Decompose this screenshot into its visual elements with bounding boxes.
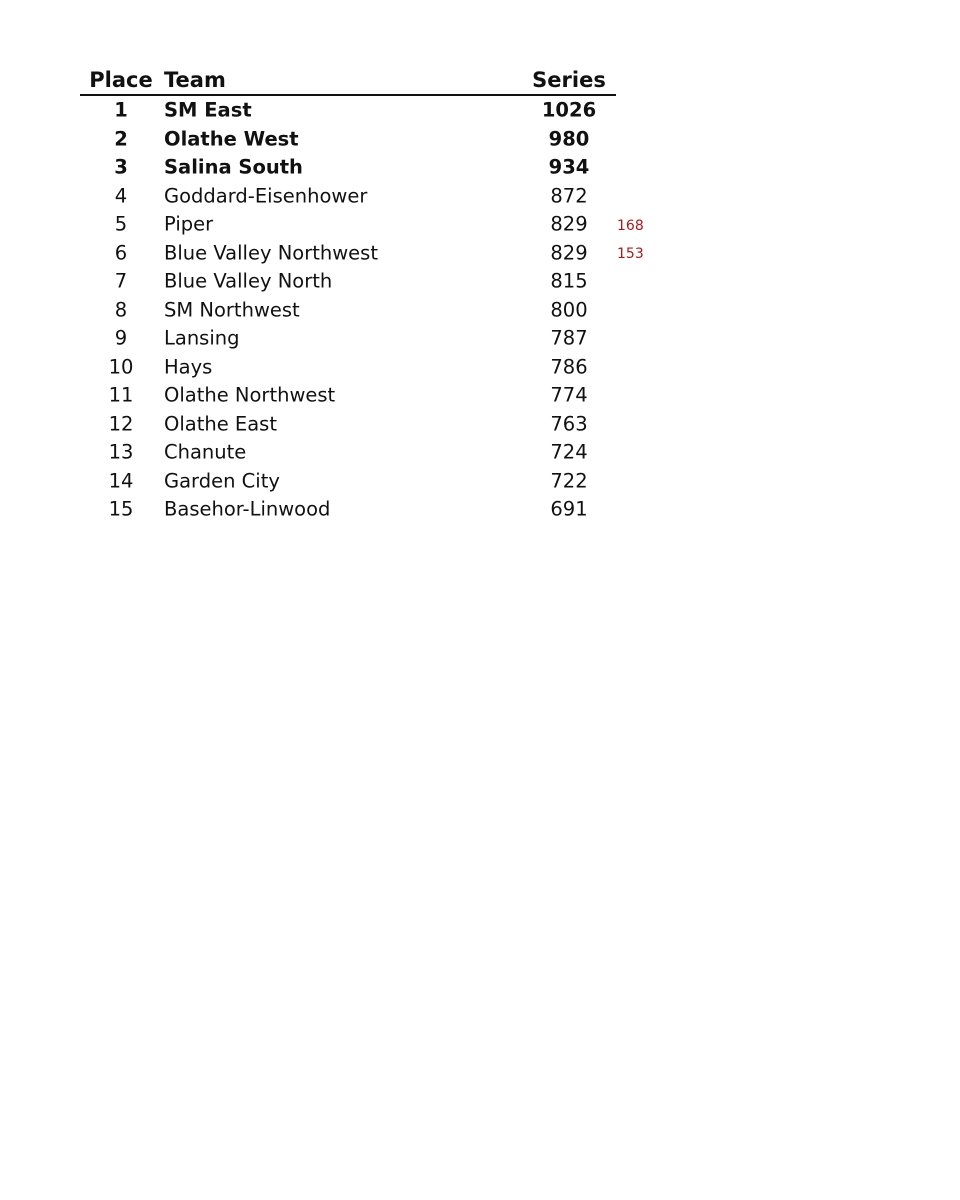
table-row [80,182,680,211]
table-row [80,381,680,410]
row-place: 13 [108,440,134,464]
header-place: Place [89,68,153,92]
header-series: Series [532,68,606,92]
row-series: 815 [550,269,588,293]
row-place: 6 [114,241,128,264]
row-team: Goddard-Eisenhower [164,184,368,207]
table-row [80,96,680,125]
row-series: 829 [550,241,588,264]
row-series: 800 [550,298,588,321]
row-place: 10 [108,355,134,378]
row-team: SM East [164,98,252,122]
row-series: 934 [548,155,590,179]
row-series: 763 [550,412,588,435]
row-team: SM Northwest [164,298,300,321]
table-row [80,153,680,182]
row-series: 872 [550,184,588,207]
row-series: 774 [550,383,588,407]
row-series: 786 [550,355,588,378]
row-place: 1 [114,98,128,122]
row-place: 7 [114,269,128,293]
row-series: 722 [550,469,588,492]
row-team: Blue Valley Northwest [164,241,378,264]
row-place: 9 [114,326,128,350]
table-row [80,410,680,439]
table-row [80,296,680,325]
row-place: 14 [108,469,134,492]
row-team: Lansing [164,326,240,350]
row-place: 8 [114,298,128,321]
row-place: 4 [114,184,128,207]
table-header-row [80,62,616,96]
row-series: 1026 [541,98,597,122]
table-row [80,125,680,154]
results-table [80,62,680,524]
row-team: Hays [164,355,213,378]
row-place: 12 [108,412,134,435]
row-team: Olathe West [164,127,299,150]
table-row [80,353,680,382]
row-team: Salina South [164,155,303,179]
row-place: 5 [114,212,128,236]
row-team: Olathe East [164,412,277,435]
row-place: 3 [114,155,128,179]
table-row [80,239,680,268]
table-row [80,495,680,524]
row-team: Blue Valley North [164,269,333,293]
row-series: 691 [550,497,588,521]
row-team: Basehor-Linwood [164,497,331,521]
row-tiebreak: 153 [617,246,644,263]
table-row [80,267,680,296]
row-place: 15 [108,497,134,521]
table-row [80,210,680,239]
row-team: Garden City [164,469,280,492]
row-series: 724 [550,440,588,464]
row-place: 11 [108,383,134,407]
row-series: 829 [550,212,588,236]
table-row [80,324,680,353]
row-team: Piper [164,212,214,236]
header-team: Team [164,68,226,92]
row-tiebreak: 168 [617,217,644,234]
row-series: 980 [548,127,590,150]
row-place: 2 [114,127,128,150]
row-team: Olathe Northwest [164,383,336,407]
row-team: Chanute [164,440,247,464]
table-row [80,467,680,496]
table-row [80,438,680,467]
row-series: 787 [550,326,588,350]
